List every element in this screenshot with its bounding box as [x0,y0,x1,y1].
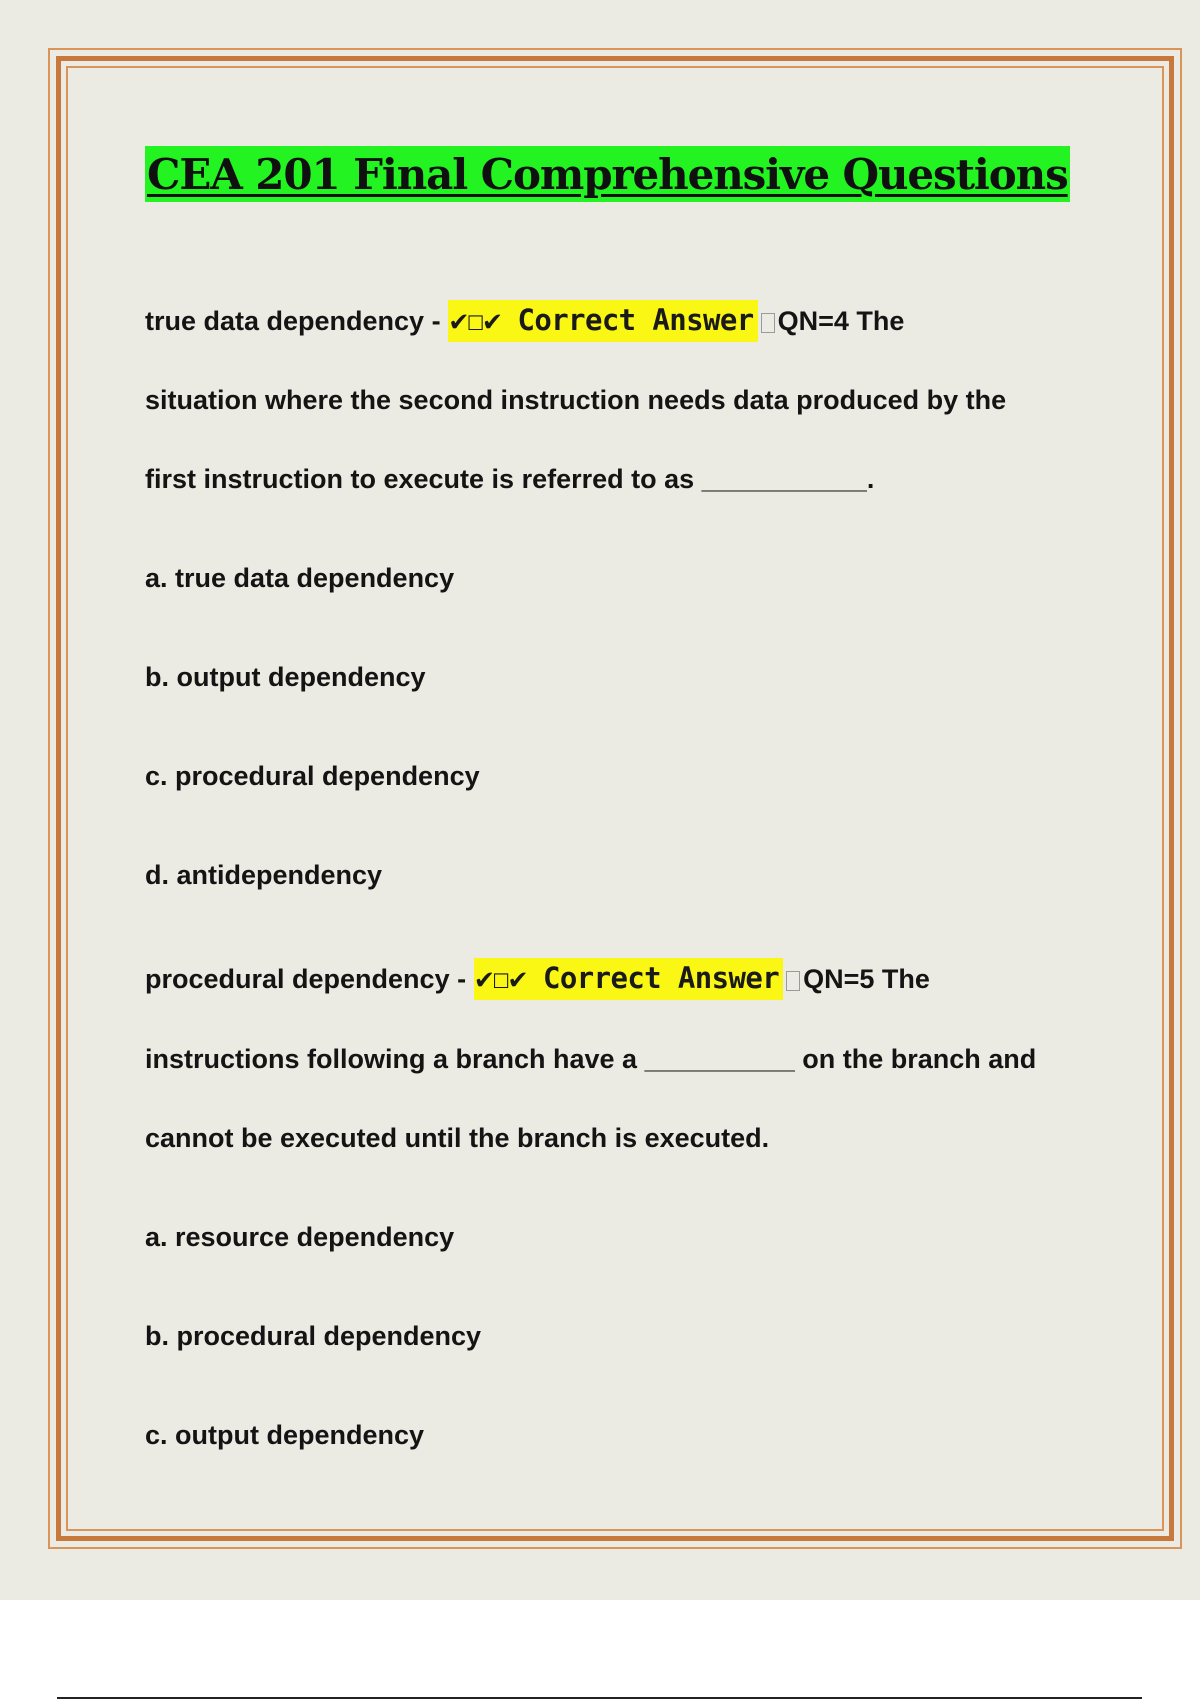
question-1-correct-answer-marker: ✔☐✔ Correct Answer [448,300,757,342]
question-1-text-line-1: situation where the second instruction needs data produced by the [145,385,1007,415]
question-1-header [145,300,904,342]
question-1-option-c: c. procedural dependency [145,761,480,791]
question-2-text-line-1: instructions following a branch have a __________ on the branch and [145,1044,1037,1074]
document-title: CEA 201 Final Comprehensive Questions [145,146,1070,202]
question-2-text-line-2: cannot be executed until the branch is executed. [145,1123,770,1153]
footer-divider [57,1697,1142,1699]
question-1-term: true data dependency - [145,306,449,336]
question-1-option-a: a. true data dependency [145,563,455,593]
question-2-option-a: a. resource dependency [145,1222,455,1252]
question-2-header [145,958,930,1000]
question-1-option-d: d. antidependency [145,860,383,890]
question-1-option-b: b. output dependency [145,662,426,692]
question-2-correct-answer-marker: ✔☐✔ Correct Answer [474,958,783,1000]
question-2-option-b: b. procedural dependency [145,1321,482,1351]
placeholder-box-icon [786,971,800,991]
decorative-border-inner-line [66,66,1164,1531]
question-1-qn-prefix: QN=4 The [777,306,905,336]
question-2-qn-prefix: QN=5 The [803,964,930,994]
question-1-text-line-2: first instruction to execute is referred to as ___________. [145,464,875,494]
question-2-option-c: c. output dependency [145,1420,425,1450]
question-2-term: procedural dependency - [145,964,474,994]
placeholder-box-icon [761,313,775,333]
